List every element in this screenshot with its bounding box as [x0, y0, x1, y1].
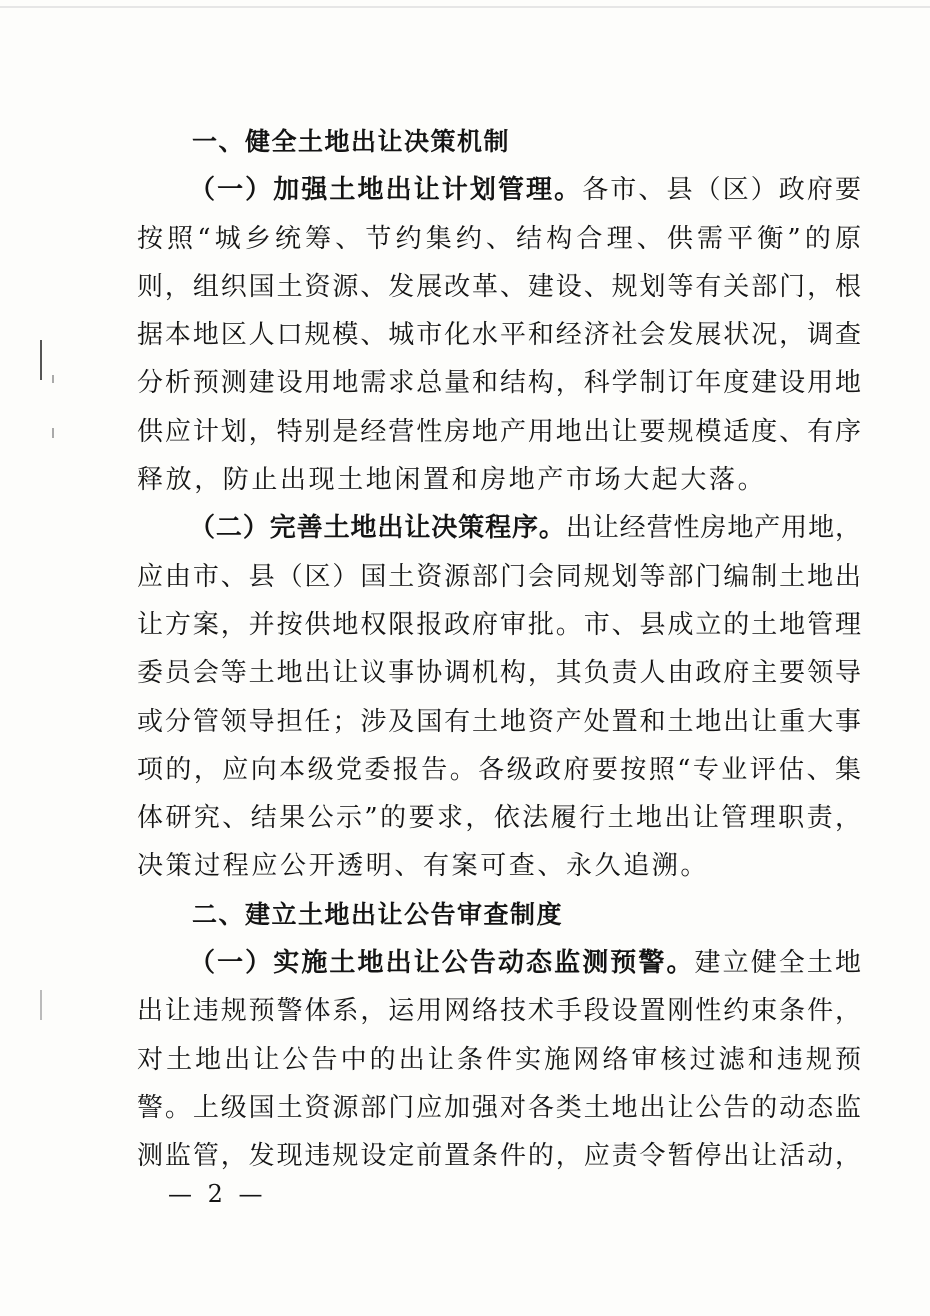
paragraph-line: 释放，防止出现土地闲置和房地产市场大起大落。: [137, 465, 767, 496]
paragraph-line: 据本地区人口规模、城市化水平和经济社会发展状况，调查: [137, 320, 861, 351]
paragraph-line: 体研究、结果公示”的要求，依法履行土地出让管理职责，: [137, 803, 861, 834]
paragraph-line: [137, 166, 861, 214]
subsection-title: （一）实施土地出让公告动态监测预警。: [189, 948, 695, 979]
binding-mark: [40, 990, 42, 1020]
paragraph-line: 项的，应向本级党委报告。各级政府要按照“专业评估、集: [137, 754, 861, 785]
binding-mark: [40, 340, 42, 380]
paragraph-line: 应由市、县（区）国土资源部门会同规划等部门编制土地出: [137, 561, 861, 592]
paragraph-text: 出让经营性房地产用地，: [565, 513, 861, 544]
paragraph-line: 分析预测建设用地需求总量和结构，科学制订年度建设用地: [137, 368, 861, 399]
paragraph-line: 供应计划，特别是经营性房地产用地出让要规模适度、有序: [137, 416, 861, 447]
paragraph-line: 决策过程应公开透明、有案可查、永久追溯。: [137, 851, 710, 882]
binding-mark: [52, 428, 54, 438]
subsection-title: （一）加强土地出让计划管理。: [189, 175, 583, 206]
paragraph-line: 则，组织国土资源、发展改革、建设、规划等有关部门，根: [137, 271, 861, 302]
paragraph-line: 或分管领导担任；涉及国有土地资产处置和土地出让重大事: [137, 706, 861, 737]
paragraph-line: 对土地出让公告中的出让条件实施网络审核过滤和违规预: [137, 1044, 861, 1075]
paragraph-line: 让方案，并按供地权限报政府审批。市、县成立的土地管理: [137, 609, 861, 640]
paragraph-line: 按照“城乡统筹、节约集约、结构合理、供需平衡”的原: [137, 223, 861, 254]
binding-mark: [52, 375, 54, 383]
paragraph-line: [137, 939, 861, 987]
paragraph-line: 警。上级国土资源部门应加强对各类土地出让公告的动态监: [137, 1092, 861, 1123]
page-number: — 2 —: [168, 1180, 267, 1208]
paragraph-line: 测监管，发现违规设定前置条件的，应责令暂停出让活动，: [137, 1141, 861, 1172]
paragraph-text: 各市、县（区）政府要: [582, 175, 861, 206]
section-heading: 一、健全土地出让决策机制: [192, 127, 511, 156]
document-body: [137, 118, 861, 1181]
paragraph-line: [137, 504, 861, 552]
subsection-title: （二）完善土地出让决策程序。: [189, 513, 566, 544]
scan-edge: [0, 6, 930, 8]
section-heading: 二、建立土地出让公告审查制度: [192, 899, 564, 929]
paragraph-line: 委员会等土地出让议事协调机构，其负责人由政府主要领导: [137, 658, 861, 689]
paragraph-line: 出让违规预警体系，运用网络技术手段设置刚性约束条件，: [137, 996, 861, 1027]
paragraph-text: 建立健全土地: [694, 948, 861, 979]
